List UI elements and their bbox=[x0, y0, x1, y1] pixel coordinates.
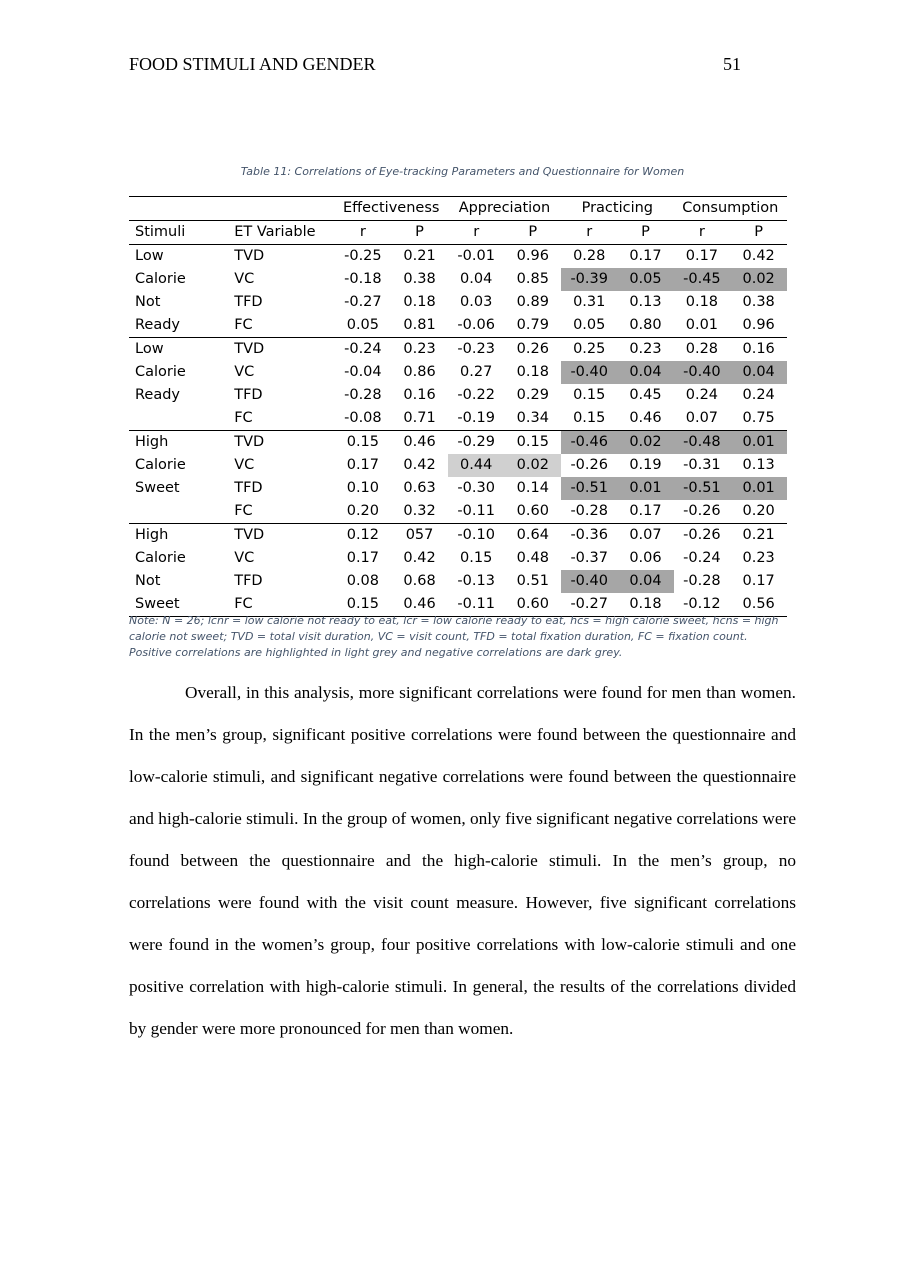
cell-stimulus: High bbox=[129, 431, 234, 455]
table-row bbox=[129, 245, 787, 269]
cell-p-value: 0.71 bbox=[403, 410, 436, 426]
cell-stimulus: High bbox=[129, 524, 234, 548]
cell-r-value: -0.04 bbox=[344, 364, 382, 380]
cell-r-value: 0.18 bbox=[685, 294, 719, 310]
cell-r-value: 0.20 bbox=[346, 503, 380, 519]
cell-r-value: 0.31 bbox=[573, 294, 606, 310]
cell-p-value: 0.23 bbox=[391, 338, 448, 362]
cell-p-value: 0.23 bbox=[617, 338, 673, 362]
cell-r-value: -0.37 bbox=[570, 550, 608, 566]
cell-stimulus bbox=[129, 500, 234, 524]
table-row bbox=[129, 500, 787, 524]
cell-p-value: 0.75 bbox=[742, 410, 775, 426]
cell-stimulus: Calorie bbox=[135, 364, 186, 380]
cell-r-value: -0.28 bbox=[683, 573, 721, 589]
column-header-r: r bbox=[561, 221, 617, 245]
cell-p-value: 0.79 bbox=[516, 317, 549, 333]
cell-p-value: 0.26 bbox=[505, 338, 562, 362]
cell-r-value: -0.46 bbox=[561, 431, 617, 455]
cell-p-value: 0.16 bbox=[403, 387, 436, 403]
cell-r-value: -0.28 bbox=[344, 387, 382, 403]
table-row bbox=[129, 570, 787, 593]
cell-r-value: 0.01 bbox=[685, 317, 719, 333]
cell-r-value: -0.11 bbox=[457, 503, 495, 519]
cell-r-value: -0.40 bbox=[561, 361, 617, 384]
cell-r-value: 0.15 bbox=[335, 593, 392, 617]
column-header-p: P bbox=[505, 221, 562, 245]
table-note: Note: N = 26; lcnr = low calorie not ready to eat, lcr = low calorie ready to eat, hcs = high calorie sweet, hcns = high calorie not sweet; TVD = total visit duration, VC = visit count, TFD = total fixation duration, FC = fixation count. Positive correlations are highlighted in light grey and negative correlations are dark grey. bbox=[129, 614, 779, 659]
cell-p-value: 0.19 bbox=[629, 457, 662, 473]
table-row bbox=[129, 407, 787, 431]
cell-stimulus: Calorie bbox=[135, 457, 186, 473]
cell-stimulus: Low bbox=[129, 245, 234, 269]
cell-r-value: -0.40 bbox=[561, 570, 617, 593]
cell-stimulus: Calorie bbox=[135, 550, 186, 566]
body-paragraph: Overall, in this analysis, more significant correlations were found for men than women. In the men’s group, significant positive correlations were found between the questionnaire and low-calorie stimuli, and significant negative correlations were found between the questionnaire and high-calorie stimuli. In the group of women, only five significant negative correlations were found between the questionnaire and the high-calorie stimuli. In the men’s group, no correlations were found with the visit count measure. However, five significant correlations were found in the women’s group, four positive correlations with low-calorie stimuli and one positive correlation with high-calorie stimuli. In general, the results of the correlations divided by gender were more pronounced for men than women. bbox=[129, 683, 796, 1038]
cell-p-value: 0.80 bbox=[629, 317, 662, 333]
cell-p-value: 0.15 bbox=[505, 431, 562, 455]
cell-p-value: 0.14 bbox=[516, 480, 549, 496]
cell-et-variable: TVD bbox=[234, 524, 334, 548]
table-row bbox=[129, 314, 787, 338]
cell-p-value: 0.05 bbox=[617, 268, 673, 291]
cell-et-variable: TFD bbox=[234, 387, 263, 403]
cell-r-value: 0.28 bbox=[674, 338, 731, 362]
cell-r-value: -0.31 bbox=[683, 457, 721, 473]
group-header-consumption: Consumption bbox=[674, 197, 787, 221]
cell-p-value: 0.18 bbox=[403, 294, 436, 310]
cell-p-value: 0.42 bbox=[730, 245, 787, 269]
cell-p-value: 0.04 bbox=[617, 361, 673, 384]
group-header-effectiveness: Effectiveness bbox=[335, 197, 448, 221]
cell-p-value: 0.63 bbox=[403, 480, 436, 496]
column-header-p: P bbox=[391, 221, 448, 245]
cell-p-value: 0.04 bbox=[617, 570, 673, 593]
table-row bbox=[129, 338, 787, 362]
cell-p-value: 0.86 bbox=[403, 364, 436, 380]
cell-r-value: -0.08 bbox=[344, 410, 382, 426]
cell-stimulus: Ready bbox=[135, 317, 181, 333]
cell-r-value: -0.13 bbox=[457, 573, 495, 589]
cell-r-value: 0.17 bbox=[674, 245, 731, 269]
cell-stimulus: Not bbox=[135, 294, 161, 310]
cell-p-value: 0.21 bbox=[730, 524, 787, 548]
cell-et-variable: FC bbox=[234, 503, 253, 519]
cell-stimulus: Ready bbox=[135, 387, 181, 403]
cell-p-value: 0.38 bbox=[742, 294, 775, 310]
cell-r-value: -0.24 bbox=[683, 550, 721, 566]
cell-r-value: 0.05 bbox=[573, 317, 606, 333]
cell-p-value: 0.18 bbox=[516, 364, 549, 380]
cell-p-value: 0.17 bbox=[617, 245, 673, 269]
cell-stimulus: Low bbox=[129, 338, 234, 362]
table-row bbox=[129, 361, 787, 384]
cell-p-value: 0.96 bbox=[742, 317, 775, 333]
cell-p-value: 0.07 bbox=[617, 524, 673, 548]
table-row bbox=[129, 268, 787, 291]
cell-r-value: 0.10 bbox=[346, 480, 380, 496]
cell-p-value: 0.81 bbox=[403, 317, 436, 333]
cell-p-value: 0.17 bbox=[629, 503, 662, 519]
column-header-r: r bbox=[448, 221, 505, 245]
cell-stimulus: Sweet bbox=[129, 593, 234, 617]
table-group-header-row bbox=[129, 197, 787, 221]
group-header-appreciation: Appreciation bbox=[448, 197, 561, 221]
cell-p-value: 0.32 bbox=[403, 503, 436, 519]
cell-r-value: -0.27 bbox=[561, 593, 617, 617]
cell-p-value: 0.02 bbox=[730, 268, 787, 291]
cell-r-value: -0.23 bbox=[448, 338, 505, 362]
cell-p-value: 0.48 bbox=[516, 550, 549, 566]
cell-stimulus bbox=[129, 407, 234, 431]
cell-p-value: 057 bbox=[391, 524, 448, 548]
cell-et-variable: VC bbox=[234, 550, 255, 566]
column-header-p: P bbox=[617, 221, 673, 245]
cell-p-value: 0.20 bbox=[742, 503, 775, 519]
cell-p-value: 0.60 bbox=[505, 593, 562, 617]
cell-r-value: -0.26 bbox=[570, 457, 608, 473]
cell-p-value: 0.68 bbox=[403, 573, 436, 589]
cell-r-value: -0.30 bbox=[457, 480, 495, 496]
cell-et-variable: TVD bbox=[234, 431, 334, 455]
cell-r-value: 0.03 bbox=[460, 294, 493, 310]
cell-p-value: 0.46 bbox=[391, 431, 448, 455]
cell-r-value: 0.17 bbox=[346, 550, 380, 566]
cell-r-value: -0.26 bbox=[674, 524, 731, 548]
column-header-stimuli: Stimuli bbox=[129, 221, 234, 245]
table-row bbox=[129, 524, 787, 548]
cell-r-value: -0.28 bbox=[570, 503, 608, 519]
cell-p-value: 0.42 bbox=[403, 457, 436, 473]
cell-p-value: 0.38 bbox=[403, 271, 436, 287]
table-column-header-row bbox=[129, 221, 787, 245]
cell-r-value: -0.45 bbox=[674, 268, 731, 291]
cell-r-value: -0.12 bbox=[674, 593, 731, 617]
cell-p-value: 0.96 bbox=[505, 245, 562, 269]
cell-p-value: 0.64 bbox=[505, 524, 562, 548]
cell-r-value: 0.15 bbox=[573, 410, 606, 426]
cell-r-value: -0.39 bbox=[561, 268, 617, 291]
cell-p-value: 0.46 bbox=[391, 593, 448, 617]
cell-et-variable: TFD bbox=[234, 294, 263, 310]
cell-r-value: 0.15 bbox=[335, 431, 392, 455]
table-row bbox=[129, 547, 787, 570]
column-header-p: P bbox=[730, 221, 787, 245]
cell-stimulus: Sweet bbox=[135, 480, 180, 496]
cell-r-value: 0.12 bbox=[335, 524, 392, 548]
cell-r-value: 0.05 bbox=[346, 317, 380, 333]
table-row bbox=[129, 454, 787, 477]
cell-r-value: -0.18 bbox=[344, 271, 382, 287]
cell-r-value: -0.51 bbox=[674, 477, 731, 500]
cell-et-variable: VC bbox=[234, 271, 255, 287]
correlation-table bbox=[129, 196, 787, 617]
cell-et-variable: VC bbox=[234, 457, 255, 473]
cell-p-value: 0.89 bbox=[516, 294, 549, 310]
cell-p-value: 0.02 bbox=[617, 431, 673, 455]
cell-et-variable: TVD bbox=[234, 338, 334, 362]
cell-r-value: 0.27 bbox=[460, 364, 493, 380]
cell-p-value: 0.85 bbox=[516, 271, 549, 287]
cell-r-value: -0.06 bbox=[457, 317, 495, 333]
cell-p-value: 0.29 bbox=[516, 387, 549, 403]
cell-r-value: -0.40 bbox=[674, 361, 731, 384]
cell-r-value: -0.48 bbox=[674, 431, 731, 455]
cell-p-value: 0.18 bbox=[617, 593, 673, 617]
cell-r-value: 0.24 bbox=[685, 387, 719, 403]
column-header-r: r bbox=[674, 221, 731, 245]
cell-r-value: 0.15 bbox=[573, 387, 606, 403]
cell-et-variable: VC bbox=[234, 364, 255, 380]
cell-p-value: 0.45 bbox=[629, 387, 662, 403]
cell-r-value: 0.15 bbox=[460, 550, 493, 566]
cell-r-value: -0.26 bbox=[683, 503, 721, 519]
cell-p-value: 0.46 bbox=[629, 410, 662, 426]
cell-et-variable: FC bbox=[234, 593, 334, 617]
table-row bbox=[129, 477, 787, 500]
cell-r-value: -0.11 bbox=[448, 593, 505, 617]
cell-p-value: 0.01 bbox=[730, 431, 787, 455]
cell-stimulus: Not bbox=[135, 573, 161, 589]
table-caption: Table 11: Correlations of Eye-tracking Parameters and Questionnaire for Women bbox=[240, 165, 685, 178]
cell-r-value: 0.07 bbox=[685, 410, 719, 426]
table-row bbox=[129, 291, 787, 314]
cell-p-value: 0.16 bbox=[730, 338, 787, 362]
table-row bbox=[129, 431, 787, 455]
cell-p-value: 0.01 bbox=[617, 477, 673, 500]
cell-p-value: 0.34 bbox=[516, 410, 549, 426]
cell-p-value: 0.01 bbox=[730, 477, 787, 500]
cell-et-variable: TFD bbox=[234, 480, 263, 496]
cell-p-value: 0.60 bbox=[516, 503, 549, 519]
cell-p-value: 0.56 bbox=[730, 593, 787, 617]
column-header-et-variable: ET Variable bbox=[234, 221, 334, 245]
cell-p-value: 0.21 bbox=[391, 245, 448, 269]
cell-r-value: -0.01 bbox=[448, 245, 505, 269]
cell-r-value: 0.28 bbox=[561, 245, 617, 269]
cell-r-value: -0.29 bbox=[448, 431, 505, 455]
cell-stimulus: Calorie bbox=[135, 271, 186, 287]
cell-r-value: -0.51 bbox=[561, 477, 617, 500]
cell-p-value: 0.23 bbox=[742, 550, 775, 566]
cell-r-value: -0.24 bbox=[335, 338, 392, 362]
cell-p-value: 0.42 bbox=[403, 550, 436, 566]
cell-r-value: 0.44 bbox=[448, 454, 505, 477]
cell-r-value: -0.27 bbox=[344, 294, 382, 310]
cell-r-value: 0.04 bbox=[460, 271, 493, 287]
group-header-practicing: Practicing bbox=[561, 197, 673, 221]
cell-p-value: 0.04 bbox=[730, 361, 787, 384]
cell-p-value: 0.24 bbox=[742, 387, 775, 403]
cell-et-variable: TVD bbox=[234, 245, 334, 269]
cell-r-value: 0.17 bbox=[346, 457, 380, 473]
table-row bbox=[129, 384, 787, 407]
cell-p-value: 0.02 bbox=[505, 454, 562, 477]
running-title: FOOD STIMULI AND GENDER bbox=[129, 54, 376, 74]
cell-r-value: 0.08 bbox=[346, 573, 380, 589]
cell-p-value: 0.51 bbox=[516, 573, 549, 589]
cell-et-variable: FC bbox=[234, 317, 253, 333]
cell-p-value: 0.13 bbox=[629, 294, 662, 310]
cell-r-value: -0.19 bbox=[457, 410, 495, 426]
cell-r-value: -0.25 bbox=[335, 245, 392, 269]
cell-p-value: 0.17 bbox=[742, 573, 775, 589]
cell-et-variable: TFD bbox=[234, 573, 263, 589]
page-number: 51 bbox=[723, 54, 741, 74]
cell-r-value: -0.10 bbox=[448, 524, 505, 548]
column-header-r: r bbox=[335, 221, 392, 245]
cell-et-variable: FC bbox=[234, 410, 253, 426]
cell-p-value: 0.06 bbox=[629, 550, 662, 566]
cell-r-value: -0.22 bbox=[457, 387, 495, 403]
cell-r-value: -0.36 bbox=[561, 524, 617, 548]
cell-p-value: 0.13 bbox=[742, 457, 775, 473]
cell-r-value: 0.25 bbox=[561, 338, 617, 362]
